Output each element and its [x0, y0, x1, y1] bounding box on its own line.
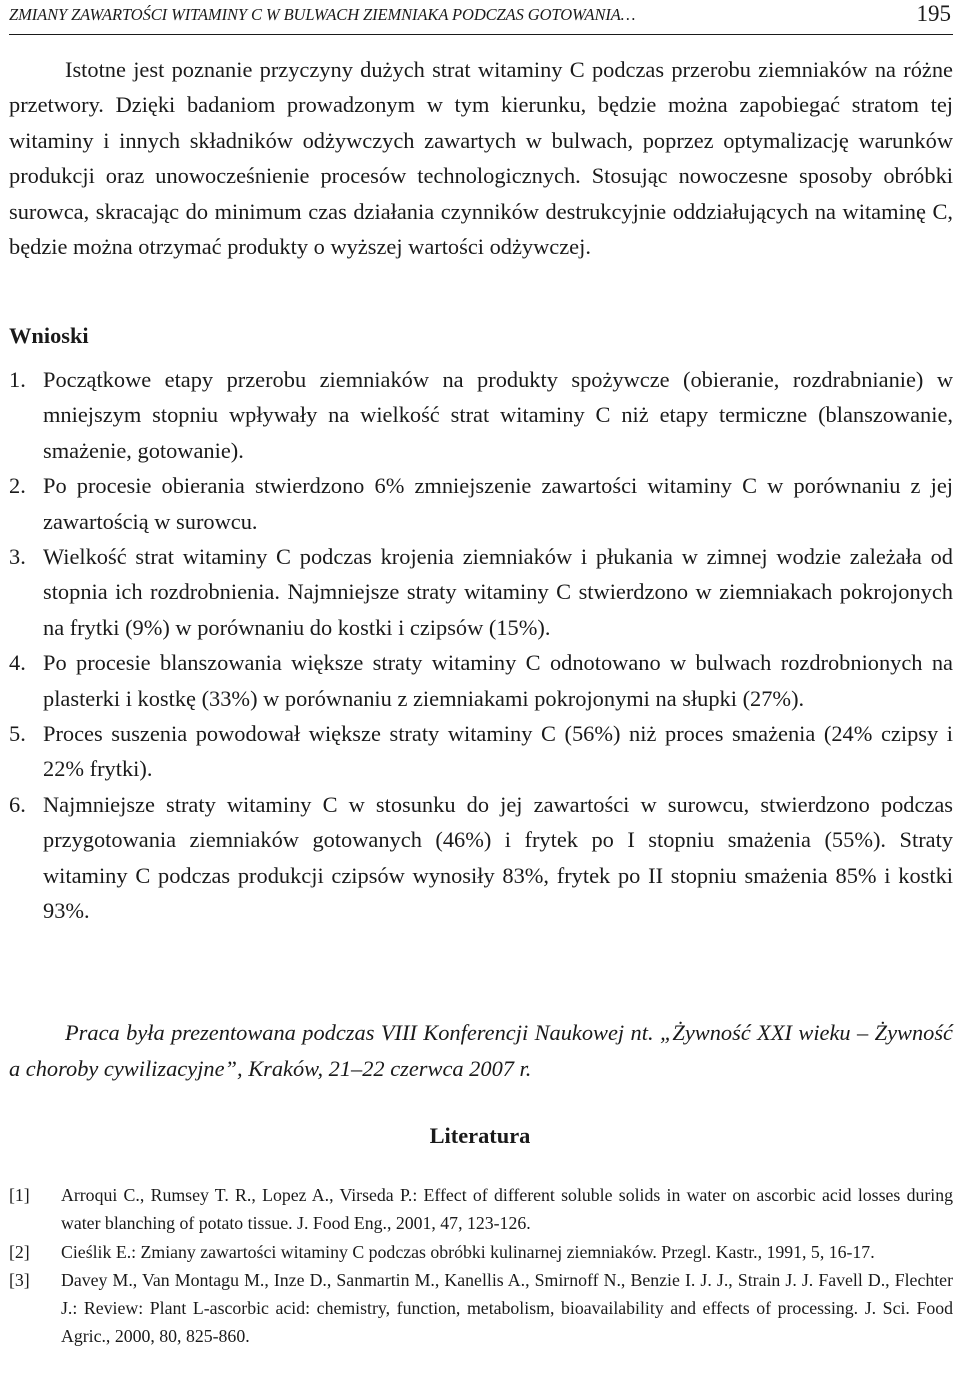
conclusion-text: Proces suszenia powodował większe straty witaminy C (56%) niż proces smażenia (24% czipsy i 22% frytki). — [43, 721, 953, 782]
reference-list — [9, 1181, 953, 1351]
conclusion-number: 3. — [9, 544, 26, 570]
reference-item — [9, 1266, 953, 1351]
reference-number: [2] — [9, 1241, 30, 1262]
conclusion-item — [9, 539, 953, 645]
reference-text: Davey M., Van Montagu M., Inze D., Sanmartin M., Kanellis A., Smirnoff N., Benzie I. J. J., Strain J. J. Favell D., Flechter J.: Review: Plant L-ascorbic acid: chemistry, function, metabolism, bioavailability and effects of processing. J. Sci. Food Agric., 2000, 80, 825-860. — [61, 1269, 953, 1347]
conclusions-heading: Wnioski — [9, 323, 89, 348]
reference-item — [9, 1181, 953, 1238]
conclusions-list — [9, 362, 953, 929]
conclusion-text: Najmniejsze straty witaminy C w stosunku do jej zawartości w surowcu, stwierdzono podczas przygotowania ziemniaków gotowanych (46%) i frytek po I stopniu smażenia (55%). Straty witaminy C podczas produkcji czipsów wynosiły 83%, frytek po II stopniu smażenia 85% i kostki 93%. — [43, 791, 953, 924]
reference-number: [1] — [9, 1185, 30, 1205]
running-header — [9, 0, 953, 35]
conclusion-text: Początkowe etapy przerobu ziemniaków na produkty spożywcze (obieranie, rozdrabnianie) w mniejszym stopniu wpływały na wielkość strat witaminy C niż etapy termiczne (blanszowanie, smażenie, gotowanie). — [43, 367, 953, 463]
conclusion-text: Po procesie obierania stwierdzono 6% zmniejszenie zawartości witaminy C w porównaniu z jej zawartością w surowcu. — [43, 473, 953, 534]
reference-number: [3] — [9, 1269, 30, 1290]
conclusion-item — [9, 716, 953, 787]
intro-paragraph: Istotne jest poznanie przyczyny dużych strat witaminy C podczas przerobu ziemniaków na różne przetwory. Dzięki badaniom prowadzonym w tym kierunku, będzie można zapobiegać stratom tej witaminy i innych składników odżywczych zawartych w bulwach, poprzez optymalizację warunków produkcji oraz unowocześnienie procesów technologicznych. Stosując nowoczesne sposoby obróbki surowca, skracając do minimum czas działania czynników destrukcyjnie oddziałujących na witaminę C, będzie można otrzymać produkty o wyższej wartości odżywczej. — [9, 57, 953, 260]
conclusion-number: 2. — [9, 473, 26, 499]
reference-text: Cieślik E.: Zmiany zawartości witaminy C podczas obróbki kulinarnej ziemniaków. Przegl. Kastr., 1991, 5, 16-17. — [61, 1241, 875, 1262]
conclusion-item — [9, 468, 953, 539]
reference-text: Arroqui C., Rumsey T. R., Lopez A., Virseda P.: Effect of different soluble solids in water on ascorbic acid losses during water blanching of potato tissue. J. Food Eng., 2001, 47, 123-126. — [61, 1185, 953, 1234]
reference-item — [9, 1238, 953, 1266]
conclusion-number: 4. — [9, 650, 26, 676]
conclusion-item — [9, 362, 953, 468]
conclusion-text: Wielkość strat witaminy C podczas krojenia ziemniaków i płukania w zimnej wodzie zależała od stopnia ich rozdrobnienia. Najmniejsze straty witaminy C stwierdzono w ziemniakach pokrojonych na frytki (9%) w porównaniu do kostki i czipsów (15%). — [43, 544, 953, 640]
conclusion-text: Po procesie blanszowania większe straty witaminy C odnotowano w bulwach rozdrobnionych na plasterki i kostkę (33%) w porównaniu z ziemniakami pokrojonymi na słupki (27%). — [43, 650, 953, 711]
page-number: 195 — [916, 1, 951, 26]
conclusion-number: 1. — [9, 367, 26, 392]
running-title: ZMIANY ZAWARTOŚCI WITAMINY C W BULWACH ZIEMNIAKA PODCZAS GOTOWANIA… — [9, 5, 636, 24]
conclusion-number: 5. — [9, 721, 26, 747]
conclusion-item — [9, 787, 953, 929]
conclusion-number: 6. — [9, 791, 26, 817]
conclusion-item — [9, 645, 953, 716]
conference-note: Praca była prezentowana podczas VIII Konferencji Naukowej nt. „Żywność XXI wieku – Żywność a choroby cywilizacyjne”, Kraków, 21–22 czerwca 2007 r. — [9, 1020, 953, 1081]
literature-heading: Literatura — [429, 1123, 531, 1148]
